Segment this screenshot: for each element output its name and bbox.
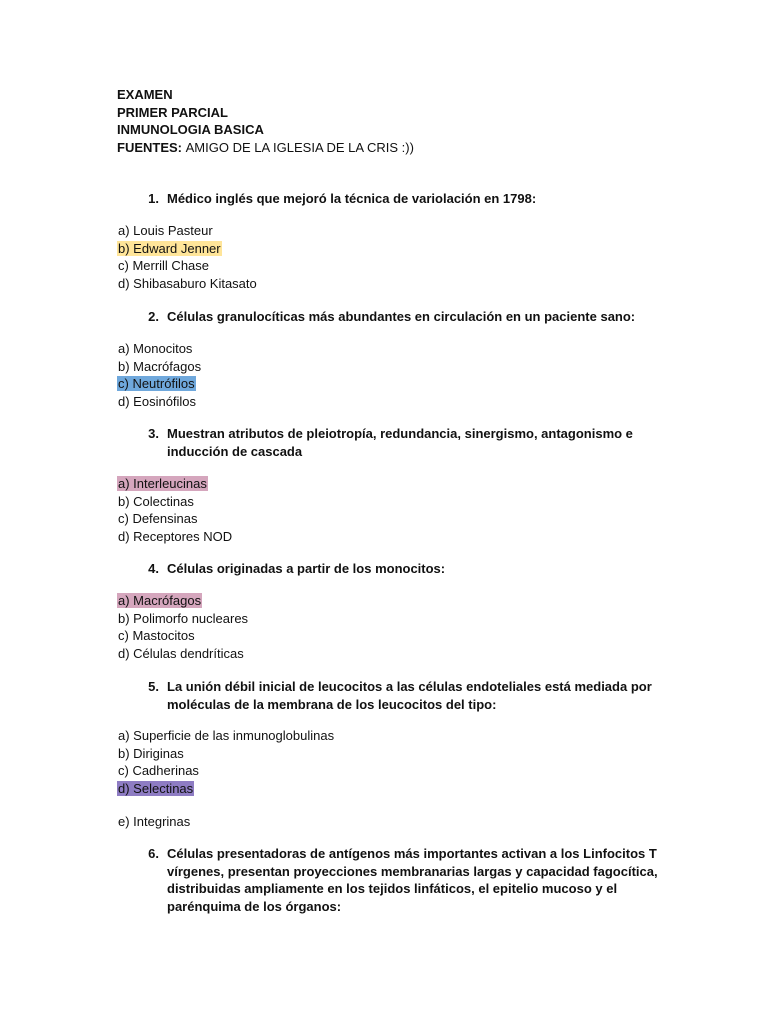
question-number: 1.: [148, 191, 159, 206]
exam-partial: PRIMER PARCIAL: [117, 104, 228, 120]
highlighted-answer: a) Macrófagos: [118, 593, 202, 608]
question-stem: [117, 678, 677, 713]
option-b: [117, 240, 677, 258]
option-b: b) Diriginas: [118, 745, 184, 761]
question-number: 5.: [148, 679, 159, 694]
sources-label: FUENTES:: [117, 139, 182, 155]
question-6: [117, 845, 677, 915]
option-a: [117, 592, 677, 610]
question-stem: [117, 190, 677, 208]
exam-header: [117, 86, 677, 156]
options-3: [117, 475, 677, 545]
question-4: [117, 560, 677, 578]
exam-subject: INMUNOLOGIA BASICA: [117, 122, 264, 138]
question-1: [117, 190, 677, 208]
option-b: b) Colectinas: [118, 493, 194, 509]
question-5: [117, 678, 677, 713]
question-text: Células presentadoras de antígenos más importantes activan a los Linfocitos T vírgenes, presentan proyecciones membranarias largas y capacidad fagocítica, distribuidas ampliamente en los tejidos linfáticos, el epitelio mucoso y el parénquima de los órganos:: [167, 846, 658, 914]
question-number: 4.: [148, 561, 159, 576]
option-e: e) Integrinas: [118, 814, 191, 829]
option-a: a) Louis Pasteur: [118, 223, 213, 238]
option-d: d) Shibasaburo Kitasato: [118, 275, 257, 291]
option-d: [117, 780, 677, 798]
highlighted-answer: d) Selectinas: [118, 780, 194, 796]
options-1: [117, 222, 677, 292]
option-a: a) Monocitos: [118, 341, 193, 356]
option-b: b) Macrófagos: [118, 358, 202, 374]
exam-sources: [117, 139, 677, 157]
question-text: Médico inglés que mejoró la técnica de variolación en 1798:: [167, 191, 537, 206]
option-a: a) Superficie de las inmunoglobulinas: [118, 728, 335, 743]
option-a: [117, 475, 677, 493]
options-4: [117, 592, 677, 662]
sources-value: AMIGO DE LA IGLESIA DE LA CRIS :)): [185, 139, 414, 155]
question-stem: [117, 560, 677, 578]
question-2: [117, 308, 677, 326]
options-2: [117, 340, 677, 410]
question-stem: [117, 845, 677, 915]
option-d: d) Células dendríticas: [118, 645, 244, 661]
question-text: Células originadas a partir de los monocitos:: [167, 561, 446, 576]
highlighted-answer: a) Interleucinas: [118, 476, 207, 491]
question-3: [117, 425, 677, 460]
option-c: [117, 375, 677, 393]
option-d: d) Receptores NOD: [118, 528, 233, 544]
highlighted-answer: c) Neutrófilos: [118, 376, 195, 392]
option-d: d) Eosinófilos: [118, 393, 197, 409]
question-number: 3.: [148, 426, 159, 441]
question-text: Células granulocíticas más abundantes en circulación en un paciente sano:: [167, 309, 636, 324]
question-stem: [117, 425, 677, 460]
options-5: [117, 727, 677, 797]
exam-title: EXAMEN: [117, 87, 173, 102]
highlighted-answer: b) Edward Jenner: [118, 240, 221, 256]
question-text: La unión débil inicial de leucocitos a las células endoteliales está mediada por moléculas de la membrana de los leucocitos del tipo:: [167, 679, 652, 712]
question-text: Muestran atributos de pleiotropía, redundancia, sinergismo, antagonismo e inducción de cascada: [167, 426, 633, 459]
option-c: c) Defensinas: [118, 511, 198, 527]
question-number: 6.: [148, 846, 159, 861]
question-number: 2.: [148, 309, 159, 324]
option-c: c) Merrill Chase: [118, 258, 210, 274]
option-c: c) Cadherinas: [118, 763, 199, 779]
option-b: b) Polimorfo nucleares: [118, 610, 249, 626]
option-c: c) Mastocitos: [118, 628, 195, 644]
question-stem: [117, 308, 677, 326]
